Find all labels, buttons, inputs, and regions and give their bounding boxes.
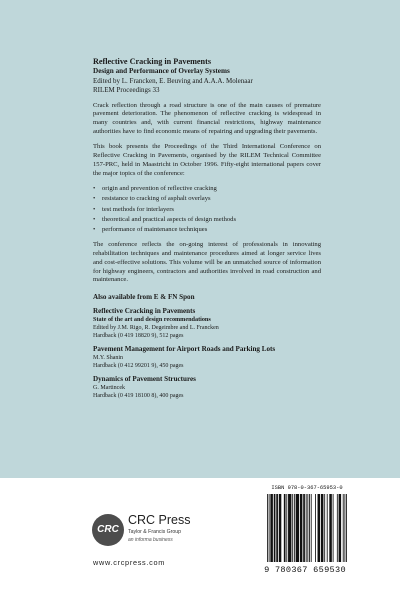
barcode-bar bbox=[306, 494, 307, 562]
publisher-business: an informa business bbox=[128, 537, 173, 543]
related-book-edition: Hardback (0 419 18820 9), 512 pages bbox=[93, 333, 184, 340]
barcode-bar bbox=[267, 494, 268, 562]
related-book-title: Reflective Cracking in Pavements bbox=[93, 307, 196, 316]
barcode-bar bbox=[311, 494, 312, 562]
crc-logo-mark: CRC bbox=[92, 514, 124, 546]
barcode-bar bbox=[300, 494, 303, 562]
barcode-bar bbox=[339, 494, 342, 562]
related-book bbox=[93, 375, 321, 400]
related-book-author: M.Y. Shanin bbox=[93, 355, 124, 362]
also-available-heading: Also available from E & FN Spon bbox=[93, 293, 195, 302]
related-book-title: Pavement Management for Airport Roads and Parking Lots bbox=[93, 345, 276, 354]
publisher-url: www.crcpress.com bbox=[93, 558, 166, 567]
crc-press-logo bbox=[92, 513, 207, 553]
topic-item: • origin and prevention of reflective cracking bbox=[93, 184, 321, 194]
publisher-footer bbox=[0, 478, 400, 600]
barcode-bar bbox=[276, 494, 278, 562]
barcode-bar bbox=[309, 494, 310, 562]
barcode-bar bbox=[315, 494, 316, 562]
related-book bbox=[93, 345, 321, 370]
cover-content bbox=[93, 57, 321, 400]
book-series: RILEM Proceedings 33 bbox=[93, 86, 160, 94]
barcode-bar bbox=[307, 494, 308, 562]
topic-item: • resistance to cracking of asphalt overlays bbox=[93, 194, 321, 204]
barcode-bar bbox=[269, 494, 270, 562]
related-book bbox=[93, 307, 321, 340]
topics-list bbox=[93, 184, 321, 236]
barcode-bar bbox=[321, 494, 324, 562]
topic-item: • theoretical and practical aspects of design methods bbox=[93, 215, 321, 225]
barcode-bar bbox=[279, 494, 282, 562]
book-subtitle: Design and Performance of Overlay Systems bbox=[93, 67, 230, 75]
barcode-bar bbox=[329, 494, 332, 562]
barcode-bar bbox=[343, 494, 344, 562]
related-book-edition: Hardback (0 412 99201 9), 450 pages bbox=[93, 363, 184, 370]
related-book-author: G. Martincek bbox=[93, 385, 125, 392]
related-book-editors: Edited by J.M. Rigo, R. Degeimbre and L. Francken bbox=[93, 325, 219, 332]
barcode-bar bbox=[288, 494, 291, 562]
barcode-bar bbox=[274, 494, 276, 562]
related-book-edition: Hardback (0 419 18100 8), 400 pages bbox=[93, 393, 184, 400]
related-book-title: Dynamics of Pavement Structures bbox=[93, 375, 196, 384]
barcode-bar bbox=[303, 494, 305, 562]
barcode-bar bbox=[327, 494, 328, 562]
barcode-digits: 9 780367 659530 bbox=[264, 565, 346, 575]
barcode-bar bbox=[292, 494, 293, 562]
barcode-bar bbox=[286, 494, 287, 562]
publisher-group: Taylor & Francis Group bbox=[128, 529, 182, 535]
barcode-bar bbox=[324, 494, 325, 562]
barcode-bar bbox=[296, 494, 299, 562]
blurb-paragraph-1: Crack reflection through a road structure is one of the main causes of premature pavement deterioration. The phenomenon of reflective cracking is widespread in many countries and, with current financial restrictions, highway maintenance authorities have to find economic means of repairing and upgrading their pavements. bbox=[93, 101, 321, 136]
barcode-bar bbox=[318, 494, 321, 562]
barcode-bar bbox=[270, 494, 273, 562]
topic-item: • test methods for interlayers bbox=[93, 205, 321, 215]
barcode-bar bbox=[333, 494, 334, 562]
barcode-bar bbox=[344, 494, 345, 562]
book-editors: Edited by L. Francken, E. Beuving and A.A.A. Molenaar bbox=[93, 76, 253, 85]
blurb-paragraph-2: This book presents the Proceedings of the Third International Conference on Reflective Cracking in Pavements, organised by the RILEM Technical Committee 157-PRC, held in Maastricht in October 1996. Fifty-eight international papers cover the major topics of the conference: bbox=[93, 143, 321, 177]
topic-item: • performance of maintenance techniques bbox=[93, 225, 321, 235]
blurb-paragraph-3: The conference reflects the on-going interest of professionals in innovating rehabilitation techniques and maintenance procedures aimed at longer service lives and cost-effective solutions. This volume will be an unmatched source of information for highway engineers, contractors and authorities involved in road construction and maintenance. bbox=[93, 240, 321, 284]
publisher-name: CRC Press bbox=[128, 513, 191, 527]
barcode-bar bbox=[284, 494, 286, 562]
isbn-label: ISBN 978-0-367-65953-0 bbox=[271, 485, 343, 491]
barcode-bar bbox=[294, 494, 295, 562]
barcode-bar bbox=[337, 494, 338, 562]
isbn-barcode bbox=[267, 494, 347, 562]
book-title: Reflective Cracking in Pavements bbox=[93, 57, 212, 66]
barcode-bar bbox=[346, 494, 347, 562]
related-book-subtitle: State of the art and design recommendations bbox=[93, 316, 211, 324]
